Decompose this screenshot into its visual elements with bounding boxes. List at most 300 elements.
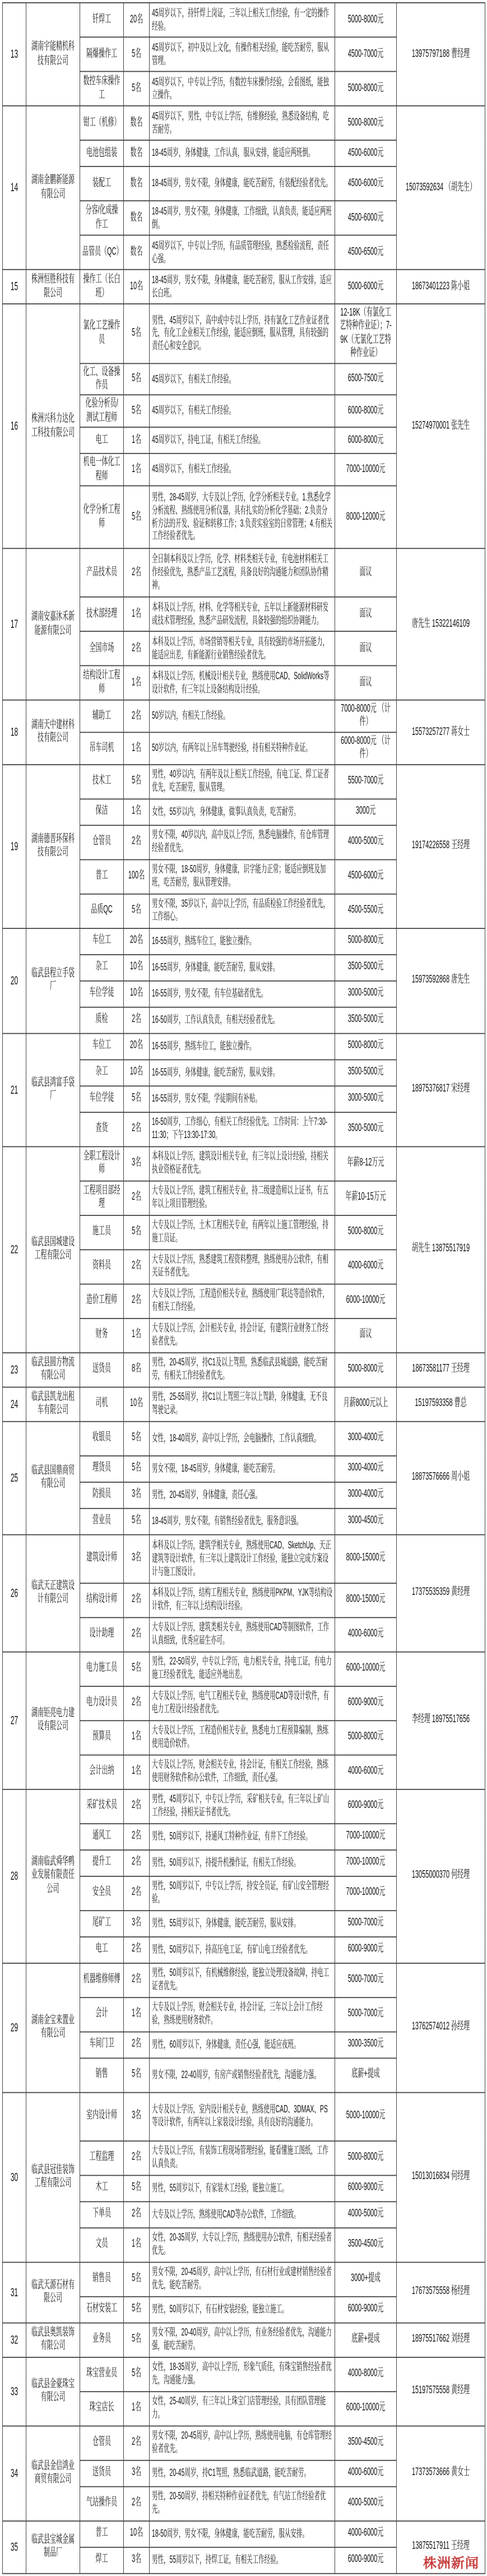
cell-salary: 7000-10000元 <box>335 1876 397 1910</box>
cell-headcount: 5名 <box>124 2323 150 2357</box>
cell-requirements: 18-45周岁，男女不限，身体健康，能吃苦耐劳，服从工作安排，适应长白班。 <box>150 270 335 304</box>
cell-salary: 6000-10000元 <box>335 1284 397 1318</box>
table-row <box>3 1789 485 1823</box>
cell-job-title: 氯化工艺操作员 <box>80 304 124 363</box>
cell-number: 20 <box>3 928 26 1033</box>
cell-job-title: 送货员 <box>80 1353 124 1387</box>
cell-requirements: 大专及以上学历，熟练使用CAD等办公软件，工作细致。 <box>150 2202 335 2228</box>
cell-company: 株洲兴科力达化工科技有限公司 <box>26 304 80 548</box>
cell-requirements: 16-55周岁，熟练车位工，能独立操作。 <box>150 928 335 955</box>
cell-headcount: 1名 <box>124 597 150 631</box>
cell-number: 17 <box>3 548 26 700</box>
cell-headcount: 5名 <box>124 1455 150 1482</box>
cell-job-title: 室内设计师 <box>80 2092 124 2141</box>
cell-salary: 4500-5500元 <box>335 894 397 928</box>
cell-requirements: 大专及以上学历，财会相关专业，持会计证，三年以上会计工作经验，熟练使用财务软件。 <box>150 1997 335 2032</box>
cell-company: 湖南金宝来置业有限公司 <box>26 1963 80 2092</box>
cell-job-title: 通风工 <box>80 1824 124 1850</box>
cell-requirements: 男性，20-50周岁，持相关特种作业证者优先，有气站工作经验者优先。 <box>150 2486 335 2520</box>
cell-requirements: 50岁以内，有相关工作经验。 <box>150 700 335 732</box>
cell-company: 临武县奥凯装饰有限公司 <box>26 2323 80 2357</box>
cell-headcount: 10名 <box>124 954 150 981</box>
cell-requirements: 45周岁以下，中专以上学历，有数控车床操作经验，会看图纸，能独立操作。 <box>150 71 335 105</box>
cell-job-title: 化验分析员/测试工程师 <box>80 395 124 427</box>
cell-requirements: 18-45周岁，男女不限，身体健康，能吃苦耐劳，有装配经验者优先。 <box>150 167 335 201</box>
cell-requirements: 18-45周岁，身体健康，工作认真，服从安排，能适应两班倒。 <box>150 140 335 167</box>
cell-headcount: 数名 <box>124 201 150 235</box>
cell-requirements: 男性，45周岁以下，高中或中专以上学历，持有氯化工艺作业证者优先，有化工企业相关工作经验，能适应倒班，服从管理，具有较强的责任心和安全意识。 <box>150 304 335 363</box>
cell-requirements: 男性，50周岁以下，持高压电工证，有矿山电工经验者优先。 <box>150 1936 335 1963</box>
cell-requirements: 男女不限，20-40周岁，高中以上学历，有业务经验者优先，沟通能力强，能吃苦耐劳。 <box>150 2323 335 2357</box>
cell-company: 临武县宝城金属制品厂 <box>26 2520 80 2573</box>
cell-headcount: 20名 <box>124 1033 150 1060</box>
cell-requirements: 男女不限，22-40周岁，有房产或销售经验者优先，沟通能力强。 <box>150 2058 335 2092</box>
cell-salary: 3500-4500元 <box>335 2228 397 2262</box>
cell-headcount: 2名 <box>124 1007 150 1033</box>
cell-number: 33 <box>3 2357 26 2426</box>
cell-salary: 3000-4000元 <box>335 1482 397 1508</box>
cell-requirements: 男性，50周岁以下，持提升机操作证，有相关工作经验。 <box>150 1849 335 1876</box>
cell-headcount: 10名 <box>124 270 150 304</box>
cell-contact: 19174226558 王经理 <box>397 764 485 928</box>
cell-number: 25 <box>3 1421 26 1534</box>
cell-requirements: 本科及以上学历，市场营销等相关专业，具有较强的市场开拓能力，能适应出差，有新能源行业销售经验者优先。 <box>150 631 335 665</box>
cell-requirements: 45周岁以下，中专以上学历，有品质管理经验，熟悉检验流程，责任心强。 <box>150 235 335 269</box>
cell-job-title: 业务员 <box>80 2323 124 2357</box>
table-row <box>3 764 485 798</box>
cell-salary: 4000-6000元 <box>335 2460 397 2486</box>
cell-salary: 5000-8000元 <box>335 106 397 140</box>
cell-headcount: 3名 <box>124 1534 150 1583</box>
cell-headcount: 10名 <box>124 981 150 1007</box>
cell-salary: 5000-6000元 <box>335 270 397 304</box>
cell-job-title: 全国市场 <box>80 631 124 665</box>
cell-requirements: 18-45周岁，男女不限，身体健康，工作细致，认真负责，能适应两班倒。 <box>150 201 335 235</box>
cell-salary: 4500-6000元 <box>335 859 397 894</box>
table-row <box>3 1963 485 1997</box>
cell-requirements: 本科及以上学历，建筑设计相关专业，有三年以上设计经验，持相关执业资格证者优先。 <box>150 1146 335 1181</box>
cell-job-title: 结构设计师 <box>80 1583 124 1617</box>
cell-headcount: 2名 <box>124 1963 150 1997</box>
cell-requirements: 45周岁以下，有相关工作经验。 <box>150 395 335 427</box>
cell-job-title: 设计助理 <box>80 1617 124 1652</box>
cell-salary: 6000-8000元 <box>335 427 397 454</box>
cell-number: 31 <box>3 2262 26 2323</box>
table-row <box>3 1421 485 1455</box>
cell-salary: 年薪8-12万元 <box>335 1146 397 1181</box>
cell-headcount: 2名 <box>124 1876 150 1910</box>
cell-number: 24 <box>3 1387 26 1421</box>
table-row <box>3 2092 485 2141</box>
cell-headcount: 1名 <box>124 1755 150 1789</box>
cell-requirements: 大专及以上学历，财会相关专业，持会计证，有相关工作经验，熟练使用财务软件和办公软件，工作细致，责任心强。 <box>150 1755 335 1789</box>
cell-salary: 8000-12000元 <box>335 486 397 549</box>
table-row <box>3 1353 485 1387</box>
cell-contact: 17375535359 黄经理 <box>397 1534 485 1652</box>
cell-headcount: 3名 <box>124 2460 150 2486</box>
cell-company: 湖南天中建材科技有限公司 <box>26 700 80 765</box>
cell-requirements: 大专及以上学历，建筑工程相关专业，持二级建造师以上证书，有五年以上项目管理经验。 <box>150 1181 335 1215</box>
cell-company: 湖南德晋环保科技有限公司 <box>26 764 80 928</box>
cell-headcount: 1名 <box>124 666 150 700</box>
cell-job-title: 普工 <box>80 2520 124 2547</box>
cell-requirements: 本科及以上学历，材料、化学等相关专业，五年以上新能源材料研发或技术管理经验，熟悉产品研发流程，具备较强的组织协调能力。 <box>150 597 335 631</box>
cell-job-title: 工程监理 <box>80 2141 124 2175</box>
table-row <box>3 2520 485 2547</box>
cell-salary: 4000-6000元 <box>335 1755 397 1789</box>
cell-headcount: 2名 <box>124 1284 150 1318</box>
cell-job-title: 杂工 <box>80 954 124 981</box>
cell-salary: 6000-9000元 <box>335 1936 397 1963</box>
cell-requirements: 男女不限，18-45周岁，身体健康，能吃苦耐劳。 <box>150 1455 335 1482</box>
cell-job-title: 机电一体化工程师 <box>80 454 124 485</box>
cell-job-title: 珠宝营业员 <box>80 2357 124 2391</box>
cell-headcount: 5名 <box>124 894 150 928</box>
cell-job-title: 理货员 <box>80 1455 124 1482</box>
cell-headcount: 5名 <box>124 71 150 105</box>
cell-contact: 17373573666 黄女士 <box>397 2426 485 2520</box>
recruitment-sheet <box>2 2 485 2574</box>
table-row <box>3 548 485 597</box>
cell-headcount: 5名 <box>124 1215 150 1249</box>
cell-headcount: 20名 <box>124 3 150 37</box>
table-row <box>3 2357 485 2391</box>
cell-requirements: 大专及以上学历，建筑类相关专业，熟练使用CAD等制图软件，工作认真细致，优秀应届生亦可。 <box>150 1617 335 1652</box>
cell-company: 湖南宇能精机科技有限公司 <box>26 3 80 106</box>
cell-salary: 3000-4500元 <box>335 1508 397 1534</box>
cell-company: 临武县鸿富手袋厂 <box>26 1033 80 1146</box>
cell-headcount: 20名 <box>124 928 150 955</box>
cell-headcount: 2名 <box>124 1583 150 1617</box>
cell-headcount: 1名 <box>124 2228 150 2262</box>
cell-headcount: 5名 <box>124 2357 150 2391</box>
cell-headcount: 5名 <box>124 2058 150 2092</box>
cell-salary: 底薪+提成 <box>335 2323 397 2357</box>
cell-salary: 4500-7000元 <box>335 37 397 71</box>
cell-requirements: 男性，50周岁以下，有机械维修经验，能独立处理设备故障，持电工证者优先。 <box>150 1963 335 1997</box>
cell-requirements: 45周岁以下，持电工证，有相关工作经验。 <box>150 427 335 454</box>
cell-headcount: 5名 <box>124 304 150 363</box>
cell-salary: 6000-8000元 （计件） <box>335 732 397 764</box>
cell-requirements: 男性，40岁以内，有两年及以上相关工作经验，有电工证、焊工证者优先，吃苦耐劳，服从管理。 <box>150 764 335 798</box>
cell-salary: 6000-8000元 <box>335 395 397 427</box>
cell-job-title: 化工、设备操作员 <box>80 363 124 395</box>
cell-headcount: 1名 <box>124 799 150 825</box>
cell-headcount: 1名 <box>124 2392 150 2426</box>
table-row <box>3 1534 485 1583</box>
cell-job-title: 品质QC <box>80 894 124 928</box>
cell-requirements: 45周岁以下，有相关工作经验。 <box>150 363 335 395</box>
cell-requirements: 16-55周岁，男女不限，学徒期间有补贴。 <box>150 1086 335 1112</box>
cell-requirements: 女性，25-40周岁，有三年以上珠宝门店管理经验，具有团队管理能力。 <box>150 2392 335 2426</box>
cell-job-title: 收银员 <box>80 1421 124 1455</box>
cell-contact: 胡先生 13875517919 <box>397 1146 485 1353</box>
table-row <box>3 1146 485 1181</box>
cell-salary: 4000-6000元 <box>335 1617 397 1652</box>
cell-job-title: 车位工 <box>80 1033 124 1060</box>
cell-headcount: 8名 <box>124 1353 150 1387</box>
cell-requirements: 男性，50周岁以下，持通风工特种作业证，有井下工作经验。 <box>150 1824 335 1850</box>
cell-headcount: 2名 <box>124 825 150 859</box>
cell-salary: 7000-10000元 <box>335 1849 397 1876</box>
cell-job-title: 司机 <box>80 1387 124 1421</box>
cell-requirements: 大专及以上学历，熟悉建筑工程资料整理，熟练使用办公软件，有相关证书者优先。 <box>150 1250 335 1284</box>
cell-number: 30 <box>3 2092 26 2262</box>
cell-requirements: 大专及以上学历，会计相关专业，持会计证，有建筑行业财务工作经验者优先。 <box>150 1318 335 1352</box>
cell-job-title: 文员 <box>80 2228 124 2262</box>
cell-salary: 5000-8000元 <box>335 1721 397 1755</box>
cell-salary: 月薪8000元以上 <box>335 1387 397 1421</box>
cell-company: 临武天源石材有限公司 <box>26 2262 80 2323</box>
cell-number: 22 <box>3 1146 26 1353</box>
cell-requirements: 本科及以上学历，结构工程相关专业，熟练使用PKPM、YJK等结构设计软件，有三年以上结构设计经验。 <box>150 1583 335 1617</box>
cell-headcount: 10名 <box>124 1060 150 1086</box>
cell-job-title: 数控车床操作工 <box>80 71 124 105</box>
cell-company: 临武县程立手袋厂 <box>26 928 80 1033</box>
cell-requirements: 本科及以上学历，机械设计相关专业，熟练使用CAD、SolidWorks等设计软件，有三年以上设备结构设计经验。 <box>150 666 335 700</box>
cell-number: 21 <box>3 1033 26 1146</box>
cell-job-title: 仓管员 <box>80 2426 124 2460</box>
cell-number: 26 <box>3 1534 26 1652</box>
cell-requirements: 本科及以上学历，建筑学相关专业，熟练使用CAD、SketchUp、天正建筑等设计软件，有三年以上建筑设计工作经验，能独立完成方案设计与施工图设计。 <box>150 1534 335 1583</box>
cell-requirements: 16-55周岁，身体健康，能吃苦耐劳，服从安排。 <box>150 954 335 981</box>
cell-headcount: 3名 <box>124 1146 150 1181</box>
cell-company: 湖南金鹏新能源有限公司 <box>26 106 80 270</box>
cell-salary: 5000-7000元 <box>335 1911 397 1937</box>
cell-number: 32 <box>3 2323 26 2357</box>
cell-salary: 面议 <box>335 597 397 631</box>
cell-requirements: 男女不限，20-45周岁，高中以上学历，熟练使用电脑，有仓库管理经验者优先。 <box>150 2426 335 2460</box>
cell-job-title: 木工 <box>80 2175 124 2202</box>
cell-salary: 3500-5000元 <box>335 1060 397 1086</box>
cell-requirements: 大专及以上学历，工程造价相关专业，熟悉电力工程预算编制，熟练使用造价软件。 <box>150 1721 335 1755</box>
table-row <box>3 2262 485 2296</box>
cell-requirements: 大专及以上学历，土木工程相关专业，有两年以上施工管理经验，持施工员证。 <box>150 1215 335 1249</box>
cell-salary: 6000-9000元 <box>335 2175 397 2202</box>
cell-salary: 4500-6000元 <box>335 140 397 167</box>
cell-salary: 5000-8000元 <box>335 1215 397 1249</box>
cell-job-title: 工程项目部经理 <box>80 1181 124 1215</box>
cell-requirements: 18-45周岁，男女不限，有销售经验者优先，服务意识强。 <box>150 1508 335 1534</box>
cell-headcount: 2名 <box>124 1849 150 1876</box>
cell-job-title: 预算员 <box>80 1721 124 1755</box>
cell-salary: 3000-4000元 <box>335 1421 397 1455</box>
cell-requirements: 男性，50周岁以下，有石材安装经验，能独立施工。 <box>150 2296 335 2323</box>
cell-number: 29 <box>3 1963 26 2092</box>
cell-job-title: 安全员 <box>80 1876 124 1910</box>
cell-company: 临武天正建筑设计有限公司 <box>26 1534 80 1652</box>
cell-number: 27 <box>3 1652 26 1789</box>
cell-job-title: 车位学徒 <box>80 981 124 1007</box>
table-row <box>3 1652 485 1686</box>
cell-requirements: 女性，20-35周岁，大专以上学历，熟练使用办公软件，有相关经验者优先。 <box>150 2228 335 2262</box>
cell-headcount: 3名 <box>124 1911 150 1937</box>
cell-salary: 6500-7500元 <box>335 363 397 395</box>
cell-requirements: 男女不限，20-45周岁，高中以上学历，有石材行业或建材销售经验者优先，能吃苦耐劳。 <box>150 2262 335 2296</box>
cell-headcount: 1名 <box>124 1318 150 1352</box>
cell-contact: 15274970001 张先生 <box>397 304 485 548</box>
cell-company: 湖南临武舜华鸭业发展有限责任公司 <box>26 1789 80 1963</box>
cell-requirements: 男女不限，18-50周岁，身体健康，识字能力正常；能适应倒班及加班，吃苦耐劳，服从管理安排。 <box>150 859 335 894</box>
cell-job-title: 装配工 <box>80 167 124 201</box>
cell-salary: 7000-10000元 <box>335 1824 397 1850</box>
table-row <box>3 2426 485 2460</box>
cell-salary: 5000-7000元 <box>335 1963 397 1997</box>
cell-job-title: 普工 <box>80 859 124 894</box>
cell-number: 34 <box>3 2426 26 2520</box>
cell-headcount: 1名 <box>124 1721 150 1755</box>
cell-headcount: 数名 <box>124 140 150 167</box>
cell-requirements: 男性，50周岁以下，中专以上学历，持安全员证，有矿山安全管理经验。 <box>150 1876 335 1910</box>
cell-contact: 15073592634 （胡先生） <box>397 106 485 270</box>
cell-headcount: 10名 <box>124 1387 150 1421</box>
cell-headcount: 5名 <box>124 363 150 395</box>
job-listing-rows <box>3 3 485 2573</box>
cell-job-title: 防损员 <box>80 1482 124 1508</box>
cell-requirements: 男性，60周岁以下，身体健康，责任心强，能适应夜班。 <box>150 2032 335 2058</box>
cell-headcount: 100名 <box>124 859 150 894</box>
table-row <box>3 106 485 140</box>
cell-company: 临武县凯龙出租车有限公司 <box>26 1387 80 1421</box>
cell-headcount: 1名 <box>124 732 150 764</box>
cell-requirements: 女性，18-35周岁，高中以上学历，形象气质佳，有珠宝销售经验者优先，沟通能力强。 <box>150 2357 335 2391</box>
cell-contact: 18975376817 宋经理 <box>397 1033 485 1146</box>
cell-requirements: 45周岁以下，有相关工作经验。 <box>150 454 335 485</box>
cell-requirements: 女性，55岁以内，身体健康，做事认真负责，吃苦耐劳。 <box>150 799 335 825</box>
cell-contact: 13055000370 何经理 <box>397 1789 485 1963</box>
cell-job-title: 营业员 <box>80 1508 124 1534</box>
cell-headcount: 2名 <box>124 2426 150 2460</box>
cell-headcount: 5名 <box>124 2262 150 2296</box>
cell-salary: 4000-8000元 <box>335 2357 397 2391</box>
cell-contact: 18673401223 陈小姐 <box>397 270 485 304</box>
cell-contact: 15013016834 何经理 <box>397 2092 485 2262</box>
cell-headcount: 3名 <box>124 2547 150 2573</box>
job-listing-table <box>2 2 485 2574</box>
cell-job-title: 建筑设计师 <box>80 1534 124 1583</box>
cell-headcount: 5名 <box>124 2296 150 2323</box>
cell-job-title: 吊车司机 <box>80 732 124 764</box>
cell-salary: 3000-5000元 <box>335 1086 397 1112</box>
cell-company: 临武县国鼎商贸有限公司 <box>26 1421 80 1534</box>
table-row <box>3 928 485 955</box>
cell-job-title: 电工 <box>80 1936 124 1963</box>
cell-requirements: 全日制本科及以上学历，化学、材料类相关专业，有电池材料相关工作经验优先，熟悉产品工艺流程，具备良好的沟通能力和团队协作精神。 <box>150 548 335 597</box>
cell-headcount: 2名 <box>124 2486 150 2520</box>
cell-job-title: 查货 <box>80 1112 124 1146</box>
cell-salary: 3500-5000元 <box>335 1007 397 1033</box>
cell-job-title: 销售 <box>80 2058 124 2092</box>
cell-salary: 5000-7000元 <box>335 1997 397 2032</box>
cell-number: 18 <box>3 700 26 765</box>
cell-contact: 13762574012 孙经理 <box>397 1963 485 2092</box>
cell-job-title: 施工员 <box>80 1215 124 1249</box>
cell-salary: 4000-5000元 <box>335 2202 397 2228</box>
cell-job-title: 电力施工员 <box>80 1652 124 1686</box>
cell-requirements: 男性，20-45周岁，持C1及以上驾照，熟悉临武县城道路，能吃苦耐劳，有相关工作经验者优先。 <box>150 1353 335 1387</box>
cell-salary: 5000-8000元 <box>335 71 397 105</box>
cell-job-title: 车位工 <box>80 928 124 955</box>
cell-requirements: 16-55周岁，熟练车位工，能独立操作。 <box>150 1033 335 1060</box>
cell-salary: 面议 <box>335 631 397 665</box>
cell-number: 14 <box>3 106 26 270</box>
cell-salary: 面议 <box>335 548 397 597</box>
cell-job-title: 焊工 <box>80 2547 124 2573</box>
cell-contact: 李经理 18975517656 <box>397 1652 485 1789</box>
cell-salary: 12-18K（有氯化工艺特种作业证）；7-9K（无氯化工艺特种作业证） <box>335 304 397 363</box>
cell-salary: 7000-8000元 （计件） <box>335 700 397 732</box>
cell-number: 15 <box>3 270 26 304</box>
cell-job-title: 操作工（长白班） <box>80 270 124 304</box>
table-row <box>3 1033 485 1060</box>
cell-headcount: 数名 <box>124 167 150 201</box>
cell-headcount: 5名 <box>124 1421 150 1455</box>
cell-headcount: 2名 <box>124 1686 150 1720</box>
cell-salary: 3500-5000元 <box>335 954 397 981</box>
cell-job-title: 辅助工 <box>80 700 124 732</box>
cell-salary: 6000-9000元 <box>335 2296 397 2323</box>
cell-requirements: 男性，28-45周岁，大专及以上学历，化学分析相关专业。1.熟悉化学分析流程、熟练使用分析仪器，具有扎实的分析化学基础；2.负责分析方法的开发、验证和转移工作；3.负责实验室的日常管理；4.有相关工作经验者优先。 <box>150 486 335 549</box>
table-row <box>3 2323 485 2357</box>
cell-requirements: 男性，25-55周岁，持C1以上驾照三年以上驾龄，身体健康，无不良驾驶记录。 <box>150 1387 335 1421</box>
cell-headcount: 5名 <box>124 486 150 549</box>
watermark-logo: 株洲新闻 <box>423 2555 479 2571</box>
cell-salary: 8000-15000元 <box>335 1583 397 1617</box>
cell-requirements: 男性，20-45周岁，身体健康，责任心强。 <box>150 1482 335 1508</box>
cell-headcount: 2名 <box>124 2032 150 2058</box>
cell-requirements: 男性，55周岁以下，有家装木工经验，能独立施工。 <box>150 2175 335 2202</box>
cell-job-title: 气站操作员 <box>80 2486 124 2520</box>
cell-headcount: 1名 <box>124 1997 150 2032</box>
cell-headcount: 10名 <box>124 2520 150 2547</box>
cell-job-title: 电工 <box>80 427 124 454</box>
cell-salary: 面议 <box>335 666 397 700</box>
cell-company: 临武县金豪珠宝有限公司 <box>26 2357 80 2426</box>
cell-requirements: 大专及以上学历，工程造价相关专业，熟练使用广联达等造价软件，有相关工作经验。 <box>150 1284 335 1318</box>
cell-salary: 3000-5000元 <box>335 981 397 1007</box>
cell-company: 湖南安嘉沐禾新能源有限公司 <box>26 548 80 700</box>
cell-salary: 8000-15000元 <box>335 1534 397 1583</box>
cell-salary: 6000-10000元 <box>335 2392 397 2426</box>
cell-job-title: 质检 <box>80 1007 124 1033</box>
cell-job-title: 技术工 <box>80 764 124 798</box>
table-row <box>3 1387 485 1421</box>
cell-salary: 面议 <box>335 1318 397 1352</box>
cell-requirements: 男性，20-45周岁，持C1驾照，熟悉临武道路，能吃苦耐劳。 <box>150 2460 335 2486</box>
cell-number: 13 <box>3 3 26 106</box>
cell-headcount: 2名 <box>124 2141 150 2175</box>
cell-headcount: 2名 <box>124 631 150 665</box>
cell-contact: 13875517911 王经理 <box>397 2520 485 2573</box>
cell-requirements: 16-55周岁，男女不限，有车位基础者优先。 <box>150 981 335 1007</box>
cell-job-title: 品管员（QC） <box>80 235 124 269</box>
cell-headcount: 1名 <box>124 427 150 454</box>
cell-requirements: 大专及以上学历，有装饰工程现场管理经验，能看懂施工图纸，工作认真负责。 <box>150 2141 335 2175</box>
cell-salary: 5500-7000元 <box>335 764 397 798</box>
table-row <box>3 3 485 37</box>
cell-job-title: 资料员 <box>80 1250 124 1284</box>
cell-requirements: 18-50周岁，男女不限，身体健康，能吃苦耐劳，服从安排。 <box>150 2520 335 2547</box>
cell-headcount: 2名 <box>124 1181 150 1215</box>
cell-requirements: 男性，55周岁以下，持焊工证，有相关工作经验。 <box>150 2547 335 2573</box>
cell-job-title: 车间门卫 <box>80 2032 124 2058</box>
cell-job-title: 提升工 <box>80 1849 124 1876</box>
cell-contact: 13975797188 曹经理 <box>397 3 485 106</box>
cell-contact: 18975517662 刘经理 <box>397 2323 485 2357</box>
cell-headcount: 2名 <box>124 548 150 597</box>
cell-requirements: 大专及以上学历，电气工程相关专业，熟练使用CAD等设计软件，有电力工程设计经验者优先。 <box>150 1686 335 1720</box>
cell-headcount: 2名 <box>124 1250 150 1284</box>
